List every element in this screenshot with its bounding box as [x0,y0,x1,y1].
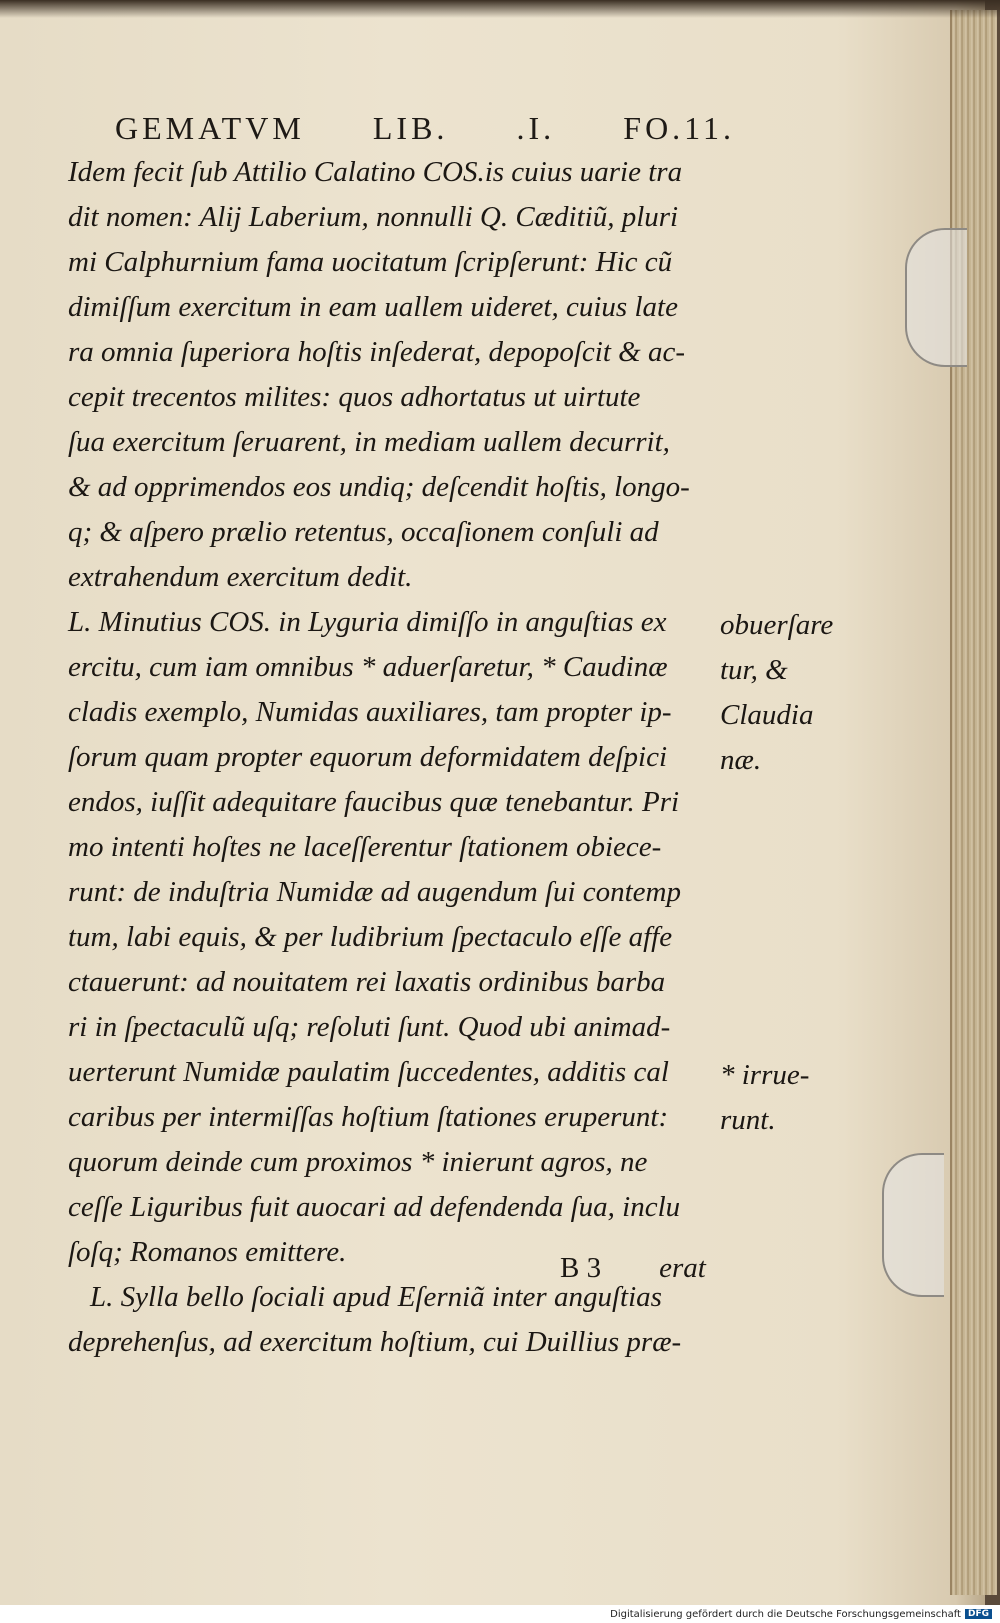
page-footer [560,1252,740,1285]
marginal-line: Claudia [720,699,814,731]
header-folio: FO.11. [623,109,735,146]
text-line: caribus per intermiſſas hoſtium ſtationes eruperunt: [68,1101,669,1133]
text-line: cepit trecentos milites: quos adhortatus ut uirtute [68,381,641,413]
marginal-line: runt. [720,1104,776,1136]
text-line: deprehenſus, ad exercitum hoſtium, cui Duillius præ- [68,1326,682,1358]
marginal-note-2 [720,1053,880,1143]
text-line: ri in ſpectaculũ uſq; reſoluti ſunt. Quod ubi animad- [68,1011,671,1043]
text-line: runt: de induſtria Numidæ ad augendum ſui contemp [68,876,681,908]
catchword: erat [659,1252,706,1284]
text-line: Idem fecit ſub Attilio Calatino COS.is cuius uarie tra [68,156,683,188]
text-line: endos, iuſſit adequitare faucibus quæ tenebantur. Pri [68,786,680,818]
text-line: mo intenti hoſtes ne laceſſerentur ſtationem obiece- [68,831,662,863]
marginal-line: * irrue- [720,1059,810,1091]
header-title: GEMATVM [115,109,305,146]
text-line: L. Sylla bello ſociali apud Eſerniã inter anguſtias [90,1281,662,1313]
text-line: ſoſq; Romanos emittere. [68,1236,347,1268]
top-shadow [0,0,1000,18]
main-text-block [68,150,728,1365]
digitization-credit [0,1605,1000,1623]
page-clip-tab-upper [905,228,967,367]
text-line: tum, labi equis, & per ludibrium ſpectaculo eſſe affe [68,921,673,953]
marginal-line: tur, & [720,654,788,686]
page-clip-tab-lower [882,1153,944,1297]
text-line: dimiſſum exercitum in eam uallem uideret, cuius late [68,291,678,323]
marginal-line: obuerſare [720,609,834,641]
text-line: L. Minutius COS. in Lyguria dimiſſo in anguſtias ex [68,606,667,638]
text-line: dit nomen: Alij Laberium, nonnulli Q. Cæditiũ, pluri [68,201,679,233]
credit-text: Digitalisierung gefördert durch die Deutsche Forschungsgemeinschaft [610,1608,961,1620]
text-line: ercitu, cum iam omnibus * aduerſaretur, * Caudinæ [68,651,668,683]
text-line: ſua exercitum ſeruarent, in mediam uallem decurrit, [68,426,670,458]
running-header [115,108,735,148]
header-book: .I. [516,109,556,146]
text-line: & ad opprimendos eos undiq; deſcendit hoſtis, longo- [68,471,690,503]
text-line: ctauerunt: ad nouitatem rei laxatis ordinibus barba [68,966,666,998]
text-line: mi Calphurnium fama uocitatum ſcripſerunt: Hic cũ [68,246,673,278]
signature-mark: B 3 [560,1252,602,1284]
text-line: ſorum quam propter equorum deformidatem deſpici [68,741,668,773]
text-line: ra omnia ſuperiora hoſtis inſederat, depopoſcit & ac- [68,336,686,368]
text-line: quorum deinde cum proximos * inierunt agros, ne [68,1146,648,1178]
text-line: cladis exemplo, Numidas auxiliares, tam propter ip- [68,696,672,728]
text-line: uerterunt Numidæ paulatim ſuccedentes, additis cal [68,1056,669,1088]
header-lib: LIB. [372,109,449,146]
text-line: q; & aſpero prælio retentus, occaſionem conſuli ad [68,516,659,548]
text-line: ceſſe Liguribus fuit auocari ad defendenda ſua, inclu [68,1191,681,1223]
dfg-logo: DFG [965,1609,992,1619]
marginal-line: næ. [720,744,762,776]
text-line: extrahendum exercitum dedit. [68,561,413,593]
marginal-note-1 [720,603,880,783]
